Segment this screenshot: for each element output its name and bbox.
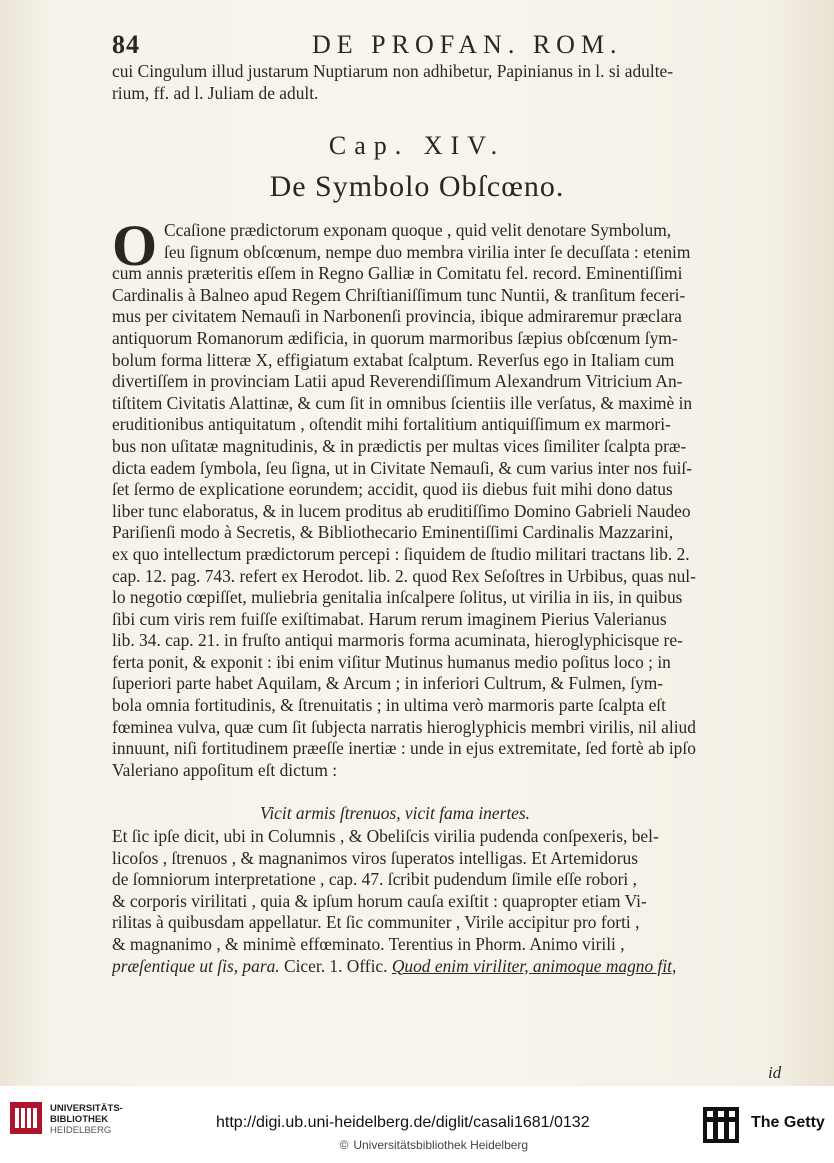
verse-quote: Vicit armis ſtrenuos, vicit fama inertes. <box>260 803 531 823</box>
text-line: fœminea vulva, quæ cum ſit ſubjecta narratis hieroglyphicis membri virilis, nil aliud <box>112 716 696 737</box>
text-line: bola omnia fortitudinis, & ſtrenuitatis ; in ultima verò marmoris parte ſcalpta eſt <box>112 695 666 716</box>
text-line: ſeu ſignum obſcœnum, nempe duo membra virilia inter ſe decuſſata : etenim <box>164 241 691 262</box>
text-line: Cardinalis à Balneo apud Regem Chriſtianiſſimum tunc Nuntii, & tranſitum feceri- <box>112 284 686 305</box>
text-line: rium, ff. ad l. Juliam de adult. <box>112 82 319 103</box>
text-line: ferta ponit, & exponit : ibi enim viſitur Mutinus humanus medio poſitus loco ; in <box>112 651 671 672</box>
text-line: Ccaſione prædictorum exponam quoque , quid velit denotare Symbolum, <box>164 220 672 240</box>
underlined-quote: Quod enim viriliter, animoque magno fit, <box>391 955 677 976</box>
text-line: ſet ſermo de explicatione eorundem; accidit, quod iis diebus fuit mihi dono datus <box>112 479 673 500</box>
library-name-line: BIBLIOTHEK <box>50 1114 109 1125</box>
copyright-text: Universitätsbibliothek Heidelberg <box>353 1138 529 1152</box>
running-head: DE PROFAN. ROM. <box>312 30 623 59</box>
text-line: Pariſienſi modo à Secretis, & Bibliothecario Eminentiſſimi Cardinalis Mazzarini, <box>112 522 674 543</box>
text-line: Et ſic ipſe dicit, ubi in Columnis , & Obeliſcis virilia pudenda conſpexeris, bel- <box>112 826 659 846</box>
text-line: mus per civitatem Nemauſi in Narbonenſi provincia, ibique admiraremur præclara <box>112 306 682 327</box>
drop-capital: O <box>112 213 158 278</box>
university-library-logo-icon <box>10 1102 42 1134</box>
text-line: eruditionibus antiquitatum , oſtendit mihi fortalitium antiquiſſimum ex marmori- <box>112 414 671 435</box>
text-line: lib. 34. cap. 21. in fruſto antiqui marmoris forma acuminata, hieroglyphicisque re- <box>112 630 683 651</box>
text-line: divertiſſem in provinciam Latii apud Reverendiſſimum Alexandrum Vitricium An- <box>112 371 683 392</box>
text-line: bus non uſitatæ magnitudinis, & in prædictis per multas vices ſimiliter ſcalpta præ- <box>112 435 687 456</box>
text-line: & magnanimo , & minimè effœminato. Terentius in Phorm. Animo virili , <box>112 933 625 954</box>
top-lines <box>112 61 788 104</box>
text-line: cui Cingulum illud justarum Nuptiarum non adhibetur, Papinianus in l. si adulte- <box>112 61 674 81</box>
page-header <box>112 30 722 64</box>
text-line: Valeriano appoſitum eſt dictum : <box>112 759 338 780</box>
text-line: dicta eadem ſymbola, ſeu ſigna, ut in Civitate Nemauſi, & cum varius inter nos fuiſ- <box>112 457 693 478</box>
text-line: ſibi cum viris rem fuiſſe exiſtimabat. Harum rerum imaginem Pierius Valerianus <box>112 608 667 629</box>
text-line: innuunt, niſi fortitudinem præeſſe inertiæ : unde in ejus extremitate, ſed fortè ab ipſo <box>112 738 696 759</box>
footer-bar <box>0 1086 834 1163</box>
library-name-line: UNIVERSITÄTS- <box>50 1103 123 1114</box>
italic-phrase: præſentique ut ſis, para. <box>112 955 280 976</box>
paragraph-2 <box>112 826 788 977</box>
page-number: 84 <box>112 30 140 59</box>
copyright-icon: © <box>339 1138 349 1152</box>
library-city: HEIDELBERG <box>50 1125 112 1136</box>
chapter-label: Cap. XIV. <box>328 131 506 160</box>
text-line: ſuperiori parte habet Aquilam, & Arcum ; in inferiori Cultrum, & Fulmen, ſym- <box>112 673 664 694</box>
getty-name: The Getty <box>751 1114 825 1131</box>
text-line: & corporis virilitati , quia & ipſum horum cauſa exiſtit : quapropter etiam Vi- <box>112 890 647 911</box>
text-line: licoſos , ſtrenuos , & magnanimos viros ſuperatos intelligas. Et Artemidorus <box>112 847 638 868</box>
text-line: cap. 12. pag. 743. refert ex Herodot. lib. 2. quod Rex Seſoſtres in Urbibus, quas nul- <box>112 565 696 586</box>
catchword: id <box>768 1063 782 1082</box>
text-line: lo negotio cœpiſſet, muliebria genitalia inſcalpere ſolitus, ut virilia in iis, in quibus <box>112 587 683 608</box>
text-line: rilitas à quibusdam appellatur. Et ſic communiter , Virile accipitur pro forti , <box>112 912 640 933</box>
text-line: ex quo intellectum prædictorum percepi : ſiquidem de ſtudio militari tractans lib. 2. <box>112 543 690 564</box>
chapter-title: De Symbolo Obſcœno. <box>269 170 565 203</box>
text-line: antiquorum Romanorum ædificia, in quorum marmoribus ſæpius obſcœnum ſym- <box>112 327 678 348</box>
text-line: cum annis præteritis eſſem in Regno Galliæ in Comitatu fel. record. Eminentiſſimi <box>112 263 683 284</box>
citation: Cicer. 1. Offic. <box>279 955 392 976</box>
text-line: bolum forma litteræ X, effigiatum extabat ſcalptum. Reverſus ego in Italiam cum <box>112 349 675 370</box>
text-line: liber tunc elaboratus, & in lucem proditus ab eruditiſſimo Domino Gabrieli Naudeo <box>112 500 691 521</box>
library-name <box>50 1103 123 1136</box>
getty-logo-icon <box>703 1107 739 1143</box>
text-line-last <box>112 956 788 978</box>
permalink-url[interactable]: http://digi.ub.uni-heidelberg.de/diglit/casali1681/0132 <box>216 1114 590 1131</box>
paragraph-1 <box>112 213 788 781</box>
copyright-notice <box>338 1138 528 1152</box>
text-line: tiſtitem Civitatis Alattinæ, & cum ſit in omnibus ſcientiis ille verſatus, & maximè in <box>112 392 693 413</box>
text-line: de ſomniorum interpretatione , cap. 47. ſcribit pudendum ſimile eſſe robori , <box>112 869 637 890</box>
